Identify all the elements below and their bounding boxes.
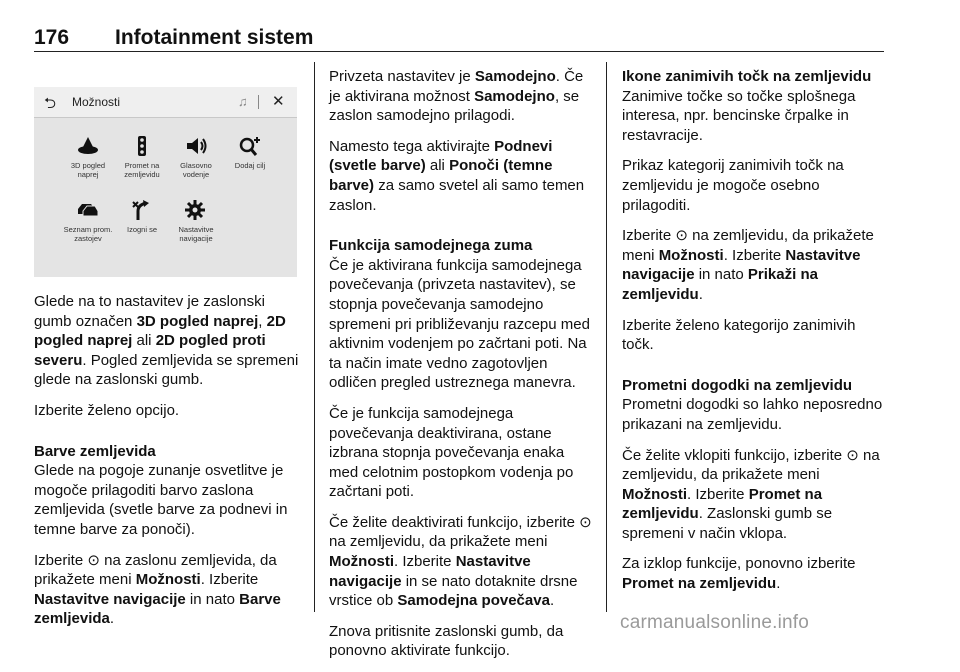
close-icon[interactable]: ✕ — [272, 93, 285, 110]
options-knob-icon: ⊙ — [675, 227, 688, 245]
paragraph: Če je aktivirana funkcija samodejnega povečevanja (privzeta nastavitev), se stopnja povečevanja samodejno spremeni pri približevanju razcepu med aktivnim vodenjem po začrtani poti. Na ta način imate vedno zagotovljen odličen pregled ustreznega manevra. — [329, 256, 590, 392]
paragraph: Zanimive točke so točke splošnega interesa, npr. bencinske črpalke in restavracije. — [622, 87, 856, 144]
traffic-list-icon — [76, 199, 100, 221]
option-label: Izogni se — [126, 225, 158, 234]
speaker-icon — [184, 135, 208, 157]
option-traffic-list[interactable] — [60, 199, 116, 243]
paragraph: Za izklop funkcije, ponovno izberite Promet na zemljevidu. — [622, 555, 856, 593]
page-number: 176 — [34, 26, 70, 49]
column-2 — [329, 67, 593, 672]
option-label: Seznam prom. zastojev — [63, 225, 113, 243]
paragraph: Prometni dogodki so lahko neposredno prikazani na zemljevidu. — [622, 396, 883, 433]
music-note-icon: ♫ — [238, 94, 248, 109]
option-label: Promet na zemljevidu — [124, 161, 160, 179]
back-arrow-icon[interactable]: ⮌ — [44, 95, 57, 112]
option-avoid[interactable] — [114, 199, 170, 234]
3d-view-icon — [76, 135, 100, 157]
title-bar-separator — [258, 95, 259, 109]
paragraph: Izberite želeno opcijo. — [34, 401, 180, 419]
paragraph: Namesto tega aktivirajte Podnevi (svetle barve) ali Ponoči (temne barve) za samo svetel ali samo temen zaslon. — [329, 137, 585, 214]
option-label: Dodaj cilj — [234, 161, 266, 170]
section-heading: Prometni dogodki na zemljevidu — [622, 376, 853, 394]
paragraph: Glede na pogoje zunanje osvetlitve je mogoče prilagoditi barvo zaslona zemljevida (svetle barve za podnevi in temne barve za ponoči). — [34, 462, 288, 538]
page-header — [34, 24, 884, 54]
column-divider-2 — [606, 62, 607, 612]
page-title: Infotainment sistem — [115, 26, 314, 49]
traffic-light-icon — [130, 135, 154, 157]
options-knob-icon: ⊙ — [87, 551, 100, 569]
column-1 — [34, 292, 300, 640]
paragraph: Če želite deaktivirati funkcijo, izberite ⊙ na zemljevidu, da prikažete meni Možnosti. Izberite Nastavitve navigacije in se nato dotaknite drsne vrstice ob Samodejna povečava. — [329, 513, 592, 610]
section-heading: Barve zemljevida — [34, 442, 156, 460]
header-divider — [34, 51, 884, 52]
option-add-destination[interactable] — [222, 135, 278, 170]
section-heading: Funkcija samodejnega zuma — [329, 237, 533, 255]
option-navigation-settings[interactable] — [168, 199, 224, 243]
paragraph: Glede na to nastavitev je zaslonski gumb označen 3D pogled naprej, 2D pogled naprej ali 2D pogled proti severu. Pogled zemljevida se spremeni glede na zaslonski gumb. — [34, 293, 299, 389]
options-knob-icon: ⊙ — [846, 446, 859, 464]
paragraph: Če je funkcija samodejnega povečevanja deaktivirana, ostane izbrana stopnja povečevanja enaka med celotnim postopkom vodenja po začrtani poti. — [329, 404, 574, 501]
option-traffic[interactable] — [114, 135, 170, 179]
options-knob-icon: ⊙ — [579, 513, 592, 531]
paragraph: Izberite ⊙ na zemljevidu, da prikažete meni Možnosti. Izberite Nastavitve navigacije in nato Prikaži na zemljevidu. — [622, 227, 874, 303]
option-label: 3D pogled naprej — [70, 161, 106, 179]
option-voice-guidance[interactable] — [168, 135, 224, 179]
section-heading: Ikone zanimivih točk na zemljevidu — [622, 68, 872, 85]
avoid-icon — [130, 199, 154, 221]
option-label: Nastavitve navigacije — [178, 225, 214, 243]
column-divider-1 — [314, 62, 315, 612]
paragraph: Prikaz kategorij zanimivih točk na zemljevidu je mogoče osebno prilagoditi. — [622, 157, 844, 214]
options-title-bar — [34, 87, 297, 118]
paragraph: Če želite vklopiti funkcijo, izberite ⊙ na zemljevidu, da prikažete meni Možnosti. Izberite Promet na zemljevidu. Zaslonski gumb se spremeni v način vklopa. — [622, 446, 880, 542]
paragraph: Privzeta nastavitev je Samodejno. Če je aktivirana možnost Samodejno, se zaslon samodejno prilagodi. — [329, 68, 584, 125]
paragraph: Izberite ⊙ na zaslonu zemljevida, da prikažete meni Možnosti. Izberite Nastavitve navigacije in nato Barve zemljevida. — [34, 551, 281, 628]
option-3d-view[interactable] — [60, 135, 116, 179]
add-destination-icon — [238, 135, 262, 157]
column-3 — [622, 67, 888, 605]
paragraph: Izberite želeno kategorijo zanimivih točk. — [622, 316, 856, 354]
option-label: Glasovno vodenje — [180, 161, 212, 179]
options-title: Možnosti — [72, 95, 121, 109]
watermark: carmanualsonline.info — [620, 612, 810, 633]
paragraph: Znova pritisnite zaslonski gumb, da ponovno aktivirate funkcijo. — [329, 622, 564, 660]
options-screen-figure — [34, 87, 297, 277]
settings-gear-icon — [184, 199, 208, 221]
